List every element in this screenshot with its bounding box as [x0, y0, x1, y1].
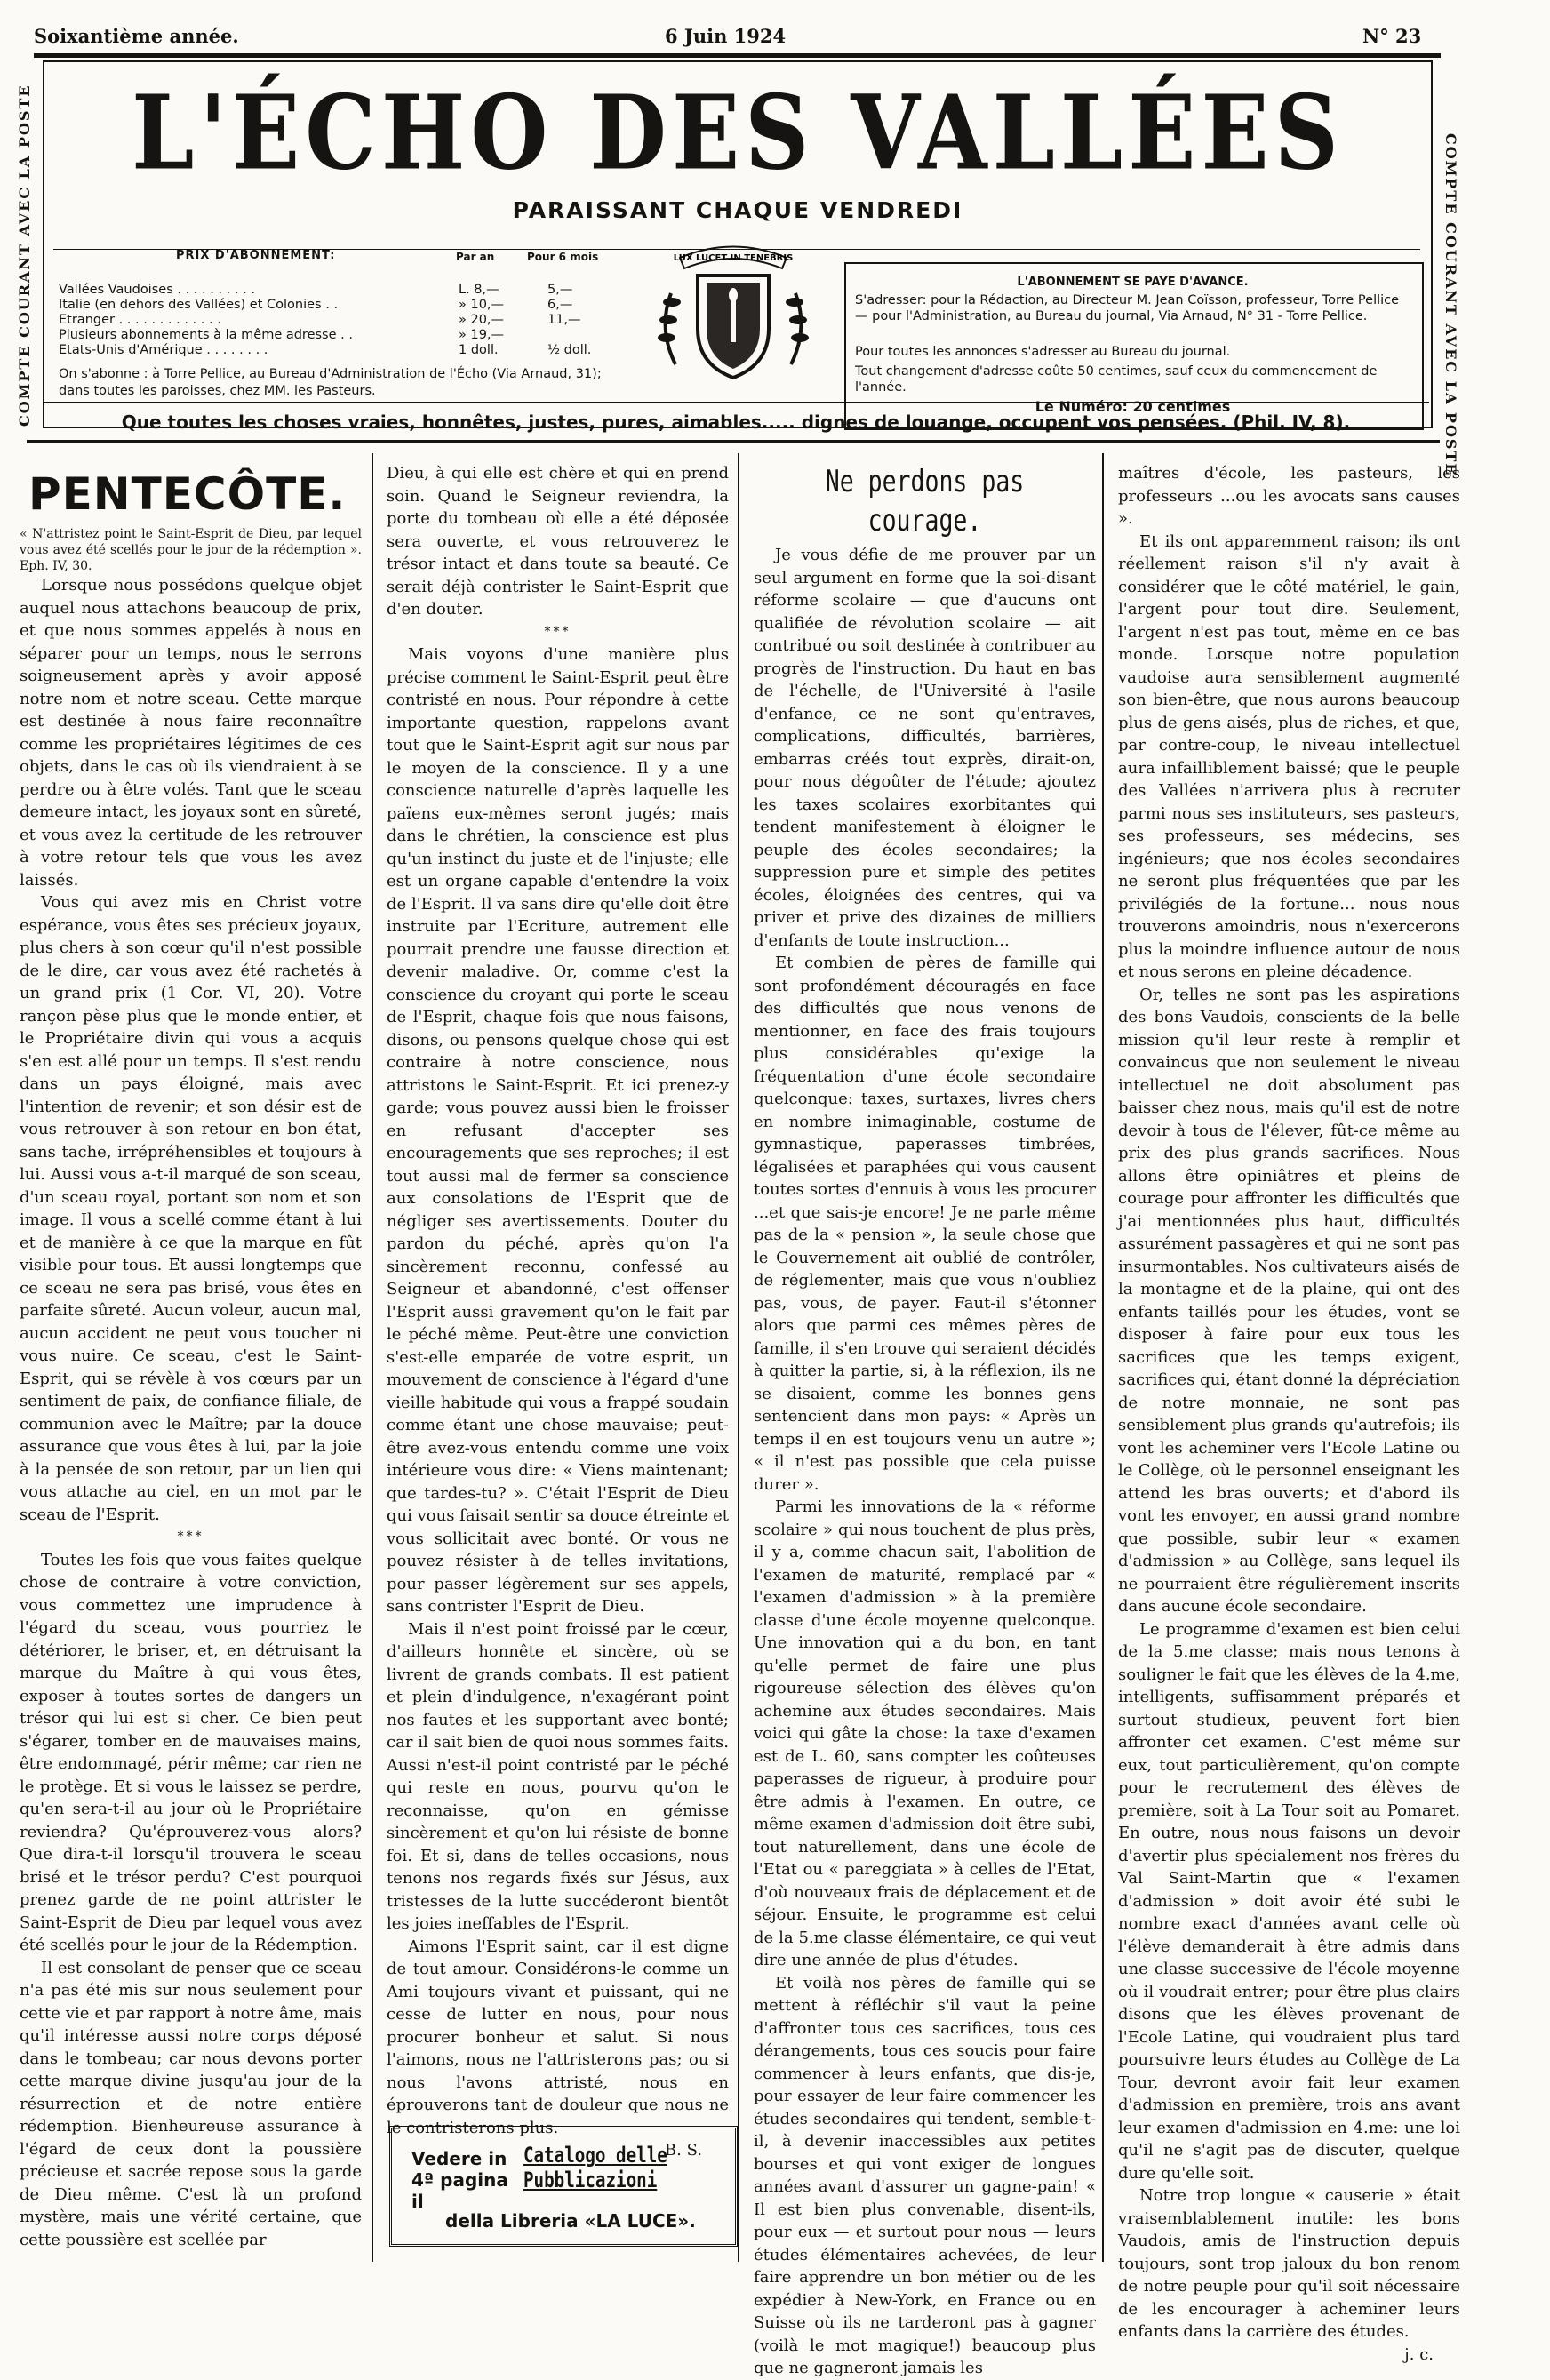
article-paragraph: Notre trop longue « causerie » était vraisemblablement inutile: les bons Vaudois, amis de l'instruction depuis toujours, sont trop jaloux du bon renom de notre peuple pour qu'il soit nécessaire de les encourager à acheminer leurs enfants dans la carrière des études.: [1118, 2186, 1460, 2341]
masthead: [43, 60, 1433, 428]
article-courage: [754, 462, 1096, 2380]
ad-catalog-title: Catalogo delle Pubblicazioni: [523, 2143, 667, 2192]
article-paragraph: Il est consolant de penser que ce sceau n'a pas été mis sur nous seulement pour cette vie et par rapport à notre âme, mais qu'il intéresse aussi notre corps déposé dans le tombeau; car nous devons porter cette marque divine jusqu'au jour de la résurrection et de notre entière rédemption. Bienheureuse assurance à l'égard de ceux dont la poussière précieuse et sacrée repose sous la garde de Dieu même. C'est là un profond mystère, mais une vérité certaine, que cette poussière est scellée par: [20, 1958, 362, 2249]
column-rule: [372, 453, 373, 2262]
article-title: PENTECÔTE.: [28, 468, 347, 520]
side-note-left: COMPTE COURANT AVEC LA POSTE: [16, 84, 33, 427]
prices-title: PRIX D'ABONNEMENT:: [176, 249, 336, 262]
newspaper-title: L'ÉCHO DES VALLÉES: [132, 72, 1344, 193]
article-signature: B. S.: [664, 2141, 702, 2160]
top-rule: [34, 53, 1441, 58]
article-paragraph: Lorsque nous possédons quelque objet auquel nous attachons beaucoup de prix, et que nous sommes appelés à nous en séparer pour un temps, nous le serrons soigneusement après y avoir apposé notre nom et notre sceau. Cette marque est destinée à nous faire reconnaître comme les propriétaires légitimes de ces objets, dans le cas où ils viendraient à se perdre ou à être volés. Tant que le sceau demeure intact, les joyaux sont en sûreté, et vous avez la certitude de les retrouver à votre retour tels que vous les avez laissés.: [20, 576, 362, 890]
issue-date: 6 Juin 1924: [665, 25, 787, 47]
article-paragraph: Mais il n'est point froissé par le cœur, d'ailleurs honnête et sincère, où se livrent de grands combats. Il est patient et plein d'indulgence, n'exagérant point nos fautes et les supportant avec bonté; car il sait bien de quoi nous sommes faits. Aussi n'est-il point contristé par le péché qui reste en nous, pourvu qu'on le reconnaisse, qu'on en gémisse sincèrement et qu'on lui résiste de bonne foi. Et si, dans de telles occasions, nous tenons nos regards fixés sur Jésus, aux tristesses de la lutte succéderont bientôt les joies ineffables de l'Esprit.: [387, 1619, 729, 1933]
ad-line: della Libreria «LA LUCE».: [445, 2210, 696, 2232]
edition: Soixantième année.: [34, 25, 239, 47]
article-paragraph: Et combien de pères de famille qui sont profondément découragés en face des difficultés que nous venons de mentionner, en face des frais toujours plus considérables qu'exige la fréquentation d'une école secondaire quelconque: taxes, surtaxes, livres chers en nombre inimaginable, costume de gymnastique, paperasses timbrées, légalisées et paraphées qui vous causent toutes sortes d'ennuis à vous les procurer ...et que sais-je encore! Je ne parle même pas de la « pension », la seule chose que le Gouvernement ait oublié de contrôler, de réglementer, mais que vous n'oubliez pas, vous, de payer. Faut-il s'étonner alors que parmi ces mêmes pères de famille, il s'en trouve qui seraient décidés à quitter la partie, si, à la réflexion, ils ne se disaient, comme les bonnes gens sentencient dans mon pays: « Après un temps il en est toujours venu un autre »; « il n'est pas possible que cela puisse durer ».: [754, 954, 1096, 1494]
article-paragraph: Et voilà nos pères de famille qui se mettent à réfléchir s'il vaut la peine d'affronter tous ces sacrifices, tous ces dérangements, tous ces soucis pour faire commencer à leurs enfants, que dis-je, pour essayer de leur faire commencer les études secondaires qui tendent, semble-t-il, à devenir inaccessibles aux petites bourses et qui vont exiger de longues années avant d'assurer un gagne-pain! « Il est bien plus convenable, disent-ils, pour eux — et surtout pour nous — leurs études élémentaires achevées, de leur faire apprendre un bon métier ou de les expédier à New-York, en France ou en Suisse où ils ne tarderont pas à gagner (voilà le mot magique!) beaucoup plus que ne gagneront jamais les: [754, 1973, 1096, 2377]
article-paragraph: Le programme d'examen est bien celui de la 5.me classe; mais nous tenons à souligner le fait que les élèves de la 4.me, intelligents, suffisamment préparés et surtout studieux, peuvent fort bien affronter cet examen. C'est même sur eux, tout particulièrement, qu'on compte pour le recrutement des élèves de première, soit à La Tour soit au Pomaret. En outre, nous nous faisons un devoir d'avertir plus spécialement nos frères du Val Saint-Martin que « l'examen d'admission » doit avoir été subi le nombre exact d'années avant celle où l'élève demanderait à être admis dans une classe successive de l'école moyenne où il voudrait entrer; pour être plus clairs disons que les élèves provenant de l'Ecole Latine, qui voudraient plus tard poursuivre leurs études au Collège de La Tour, devront avoir fait leur examen d'admission en première, trois ans avant leur examen d'admission en 4.me: une loi qu'il ne s'agit pas de discuter, quelque dure qu'elle soit.: [1118, 1619, 1460, 2183]
article-paragraph: Vous qui avez mis en Christ votre espérance, vous êtes ses précieux joyaux, plus chers à son cœur qu'il n'est possible de le dire, car vous avez été rachetés à un grand prix (1 Cor. VI, 20). Votre rançon pèse plus que le monde entier, et le Propriétaire divin qui vous a acquis s'en est allé pour un temps. Il s'est rendu dans un pays éloigné, mais avec l'intention de revenir; et son désir est de vous retrouver à son retour en bon état, sans tache, irrépréhensibles et toujours à lui. Aussi vous a-t-il marqué de son sceau, d'un sceau royal, portant son nom et son image. Il vous a scellé comme étant à lui et de manière à ce que la marque en fût visible pour tous. Et aussi longtemps que ce sceau ne sera pas brisé, vous êtes en parfaite sûreté. Aucun voleur, aucun mal, aucun accident ne peut vous toucher ni vous nuire. Ce sceau, c'est le Saint-Esprit, qui se révèle à vos cœurs par un sentiment de paix, de confiance filiale, de communion avec le Maître; par la douce assurance que vous êtes à lui, par la joie à la pensée de son retour, par un lien qui vous attache au ciel, en un mot par le sceau de l'Esprit.: [20, 893, 362, 1524]
article-paragraph: Et ils ont apparemment raison; ils ont réellement raison s'il n'y avait à considérer que le côté matériel, le gain, l'argent pour tout dire. Seulement, l'argent n'est pas tout, même en ce bas monde. Lorsque notre population vaudoise aura sensiblement augmenté son bien-être, que nous aurons beaucoup plus de gens aisés, plus de riches, et que, par contre-coup, le niveau intellectuel aura infailliblement baissé; que le peuple des Vallées n'arrivera plus à recruter parmi nous ses instituteurs, ses pasteurs, ses professeurs, ses médecins, ses ingénieurs; que nos écoles secondaires ne seront plus fréquentées que par les privilégiés de la fortune... nous nous trouverons amoindris, nous n'exercerons plus la moindre influence autour de nous et nous serons en pleine décadence.: [1118, 531, 1460, 981]
column-rule: [738, 453, 739, 2262]
ad-line: Vedere in 4ª pagina il: [411, 2148, 508, 2212]
subscription-prices: PRIX D'ABONNEMENT: Par an Pour 6 mois Vallées Vaudoises . . . . . . . . . . L. 8,— 5,— Italie (en dehors des Vallées) et Colonies . . » 10,— 6,— Etranger . . . . . . . . . . . . . » 20,— 11,— Plusieurs abonnements à la même adresse . . » 19,— Etats-Unis d'Amérique . . . . . . . . 1 doll. ½ doll. On s'abonne : à Torre Pellice, au Bureau d'Administration de l'Écho (Via Arnaud, 31); dans toutes les paroisses, chez MM. les Pasteurs.: [52, 213, 638, 400]
outer-rule: [27, 440, 1440, 443]
article-courage-continued: [1118, 462, 1460, 2366]
issue-number: N° 23: [1362, 25, 1422, 47]
section-separator: ***: [544, 624, 571, 639]
article-signature: j. c.: [1404, 2344, 1434, 2364]
info-ads: Pour toutes les annonces s'adresser au Bureau du journal.: [855, 345, 1231, 359]
side-note-right: COMPTE COURANT AVEC LA POSTE: [1442, 133, 1459, 476]
article-pentecote-continued: [387, 462, 729, 2162]
catalog-advertisement: [389, 2126, 738, 2247]
info-address-change: Tout changement d'adresse coûte 50 centimes, sauf ceux du commencement de l'année.: [855, 364, 1378, 395]
section-separator: ***: [177, 1529, 204, 1544]
prices-half-header: Pour 6 mois: [527, 251, 599, 263]
info-address: S'adresser: pour la Rédaction, au Directeur M. Jean Coïsson, professeur, Torre Pellice — pour l'Administration, au Bureau du journal, Via Arnaud, N° 31 - Torre Pellice.: [855, 293, 1400, 323]
article-pentecote: [20, 462, 362, 2251]
top-bar: [34, 25, 1438, 52]
article-title: Ne perdons pas courage.: [825, 464, 1025, 539]
prices-year-header: Par an: [456, 251, 495, 263]
column-rule: [1102, 453, 1104, 2262]
article-paragraph: Je vous défie de me prouver par un seul argument en forme que la soi-disant réforme scolaire — que d'aucuns ont qualifiée de révolution scolaire — ait contribué ou soit destinée à contribuer au progrès de l'instruction. Du haut en bas de l'échelle, de l'Université à l'asile d'enfance, ce ne sont qu'entraves, complications, difficultés, barrières, embarras créés tout exprès, dirait-on, pour nous dégoûter de l'étude; ajoutez les taxes scolaires exorbitantes qui tendent manifestement à éloigner le peuple des écoles secondaires; la suppression pure et simple des petites écoles, éloignées des centres, qui va priver et prive des dizaines de milliers d'enfants de toute instruction...: [754, 546, 1096, 950]
article-paragraph: Parmi les innovations de la « réforme scolaire » qui nous touchent de plus près, il y a, comme chacun sait, l'abolition de l'examen de maturité, remplacé par « l'examen d'admission » à la première classe d'une école moyenne quelconque. Une innovation qui a du bon, en tant qu'elle permet de faire une plus rigoureuse sélection des élèves qu'on achemine aux études secondaires. Mais voici qui gâte la chose: la taxe d'examen est de L. 60, sans compter les coûteuses paperasses de rigueur, à produire pour être admis à l'examen. En outre, ce même examen d'admission doit être subi, tout naturellement, dans une école de l'Etat ou « pareggiata » à celles de l'Etat, d'où nouveaux frais de déplacement et de séjour. Ensuite, le programme est celui de la 5.me classe élémentaire, ce qui veut dire une année de plus d'études.: [754, 1497, 1096, 1969]
article-paragraph: Toutes les fois que vous faites quelque chose de contraire à votre conviction, vous commettez une imprudence à l'égard du sceau, vous pourriez le détériorer, le briser, et, en détruisant la marque du Maître à qui vous êtes, exposer à toutes sortes de dangers un trésor qui lui est si cher. Ce bien peut s'égarer, tomber en de mauvaises mains, être endommagé, périr même; car rien ne le protège. Et si vous le laissez se perdre, qu'en sera-t-il au jour où le Propriétaire reviendra? Qu'éprouverez-vous alors? Que dira-t-il lorsqu'il trouvera le sceau brisé et le trésor perdu? C'est pourquoi prenez garde de ne point attrister le Saint-Esprit de Dieu par lequel vous avez été scellés pour le jour de la Rédemption.: [20, 1550, 362, 1954]
motto: Que toutes les choses vraies, honnêtes, justes, pures, aimables..... dignes de louange, occupent vos pensées. (Phil. IV, 8).: [43, 402, 1429, 443]
crest-motto: LUX LUCET IN TENEBRIS: [673, 253, 794, 263]
article-paragraph: Or, telles ne sont pas les aspirations des bons Vaudois, conscients de la belle mission qu'il leur reste à remplir et convaincus que non seulement le niveau intellectuel ne doit absolument pas baisser chez nous, mais qu'il est de notre devoir à tous de l'élever, fût-ce même au prix des plus grands sacrifices. Nous allons être opiniâtres et pleins de courage pour affronter les difficultés que j'ai mentionnées plus haut, difficultés assurément passagères et qui ne sont pas insurmontables. Nos cultivateurs aisés de la montagne et de la plaine, qui ont des enfants taillés pour les études, vont se disposer à faire pour eux tous les sacrifices que les temps exigent, sacrifices qui, étant donné la dépréciation de notre monnaie, ne sont pas sensiblement plus grands qu'autrefois; ils vont les acheminer vers l'Ecole Latine ou le Collège, où le personnel enseignant les attend les bras ouverts; et d'abord ils vont les envoyer, en aussi grand nombre que possible, subir leur « examen d'admission » au Collège, sans lequel ils ne pourraient être régulièrement inscrits dans aucune école secondaire.: [1118, 985, 1460, 1616]
article-paragraph: maîtres d'école, les pasteurs, les professeurs ...ou les avocats sans causes ».: [1118, 464, 1460, 528]
article-epigraph: « N'attristez point le Saint-Esprit de Dieu, par lequel vous avez été scellés pour le jour de la rédemption ». Eph. IV, 30.: [20, 527, 362, 573]
issue-price: Le Numéro: 20 centimes: [1035, 398, 1231, 415]
newspaper-subtitle: PARAISSANT CHAQUE VENDREDI: [512, 197, 963, 223]
info-title: L'ABONNEMENT SE PAYE D'AVANCE.: [1017, 276, 1249, 289]
article-paragraph: Mais voyons d'une manière plus précise comment le Saint-Esprit peut être contristé en nous. Pour répondre à cette importante question, rappelons avant tout que le Saint-Esprit agit sur nous par le moyen de la conscience. Il y a une conscience naturelle d'après laquelle les païens eux-mêmes seront jugés; mais dans le chrétien, la conscience est plus qu'un instinct du juste et de l'injuste; elle est un organe capable d'entendre la voix de l'Esprit. Il va sans dire qu'elle doit être instruite par l'Ecriture, autrement elle pourrait prendre une fausse direction et devenir maladive. Or, comme c'est la conscience du croyant qui porte le sceau de l'Esprit, chaque fois que nous faisons, disons, ou pensons quelque chose qui est contraire à notre conscience, nous attristons le Saint-Esprit. Et ici prenez-y garde; vous pouvez aussi bien le froisser en refusant d'accepter ses encouragements que ses reproches; il est tout aussi mal de fermer sa conscience aux consolations de l'Esprit que de négliger ses avertissements. Douter du pardon du péché, après qu'on l'a sincèrement reconnu, confessé au Seigneur et abandonné, c'est offenser l'Esprit aussi gravement qu'on le fait par le péché même. Peut-être une conviction s'est-elle emparée de votre esprit, un mouvement de conscience à l'égard d'une vieille habitude qui vous a frappé soudain comme étant une chose mauvaise; peut-être avez-vous entendu comme une voix intérieure vous dire: « Viens maintenant; que tardes-tu? ». C'était l'Esprit de Dieu qui vous faisait sentir sa douce étreinte et vous sollicitait avec bonté. Or vous ne pouvez résister à de telles invitations, pour passer légèrement sur ses appels, sans contrister l'Esprit de Dieu.: [387, 645, 729, 1616]
article-paragraph: Dieu, à qui elle est chère et qui en prend soin. Quand le Seigneur reviendra, la porte du tombeau où elle a été déposée sera ouverte, et vous retrouverez le trésor intact et dans toute sa beauté. Ce serait déjà contrister le Saint-Esprit que d'en douter.: [387, 464, 729, 619]
crest-emblem: [649, 231, 818, 391]
subscription-note: On s'abonne : à Torre Pellice, au Bureau d'Administration de l'Écho (Via Arnaud, 31); dans toutes les paroisses, chez MM. les Pasteurs.: [59, 367, 602, 398]
article-paragraph: Aimons l'Esprit saint, car il est digne de tout amour. Considérons-le comme un Ami toujours vivant et puissant, qui ne cesse de lutter en nous, pour nous procurer bonheur et salut. Si nous l'aimons, nous ne l'attristerons pas; ou si nous l'avons attristé, nous en éprouverons tant de douleur que nous ne le contristerons plus.: [387, 1937, 729, 2137]
